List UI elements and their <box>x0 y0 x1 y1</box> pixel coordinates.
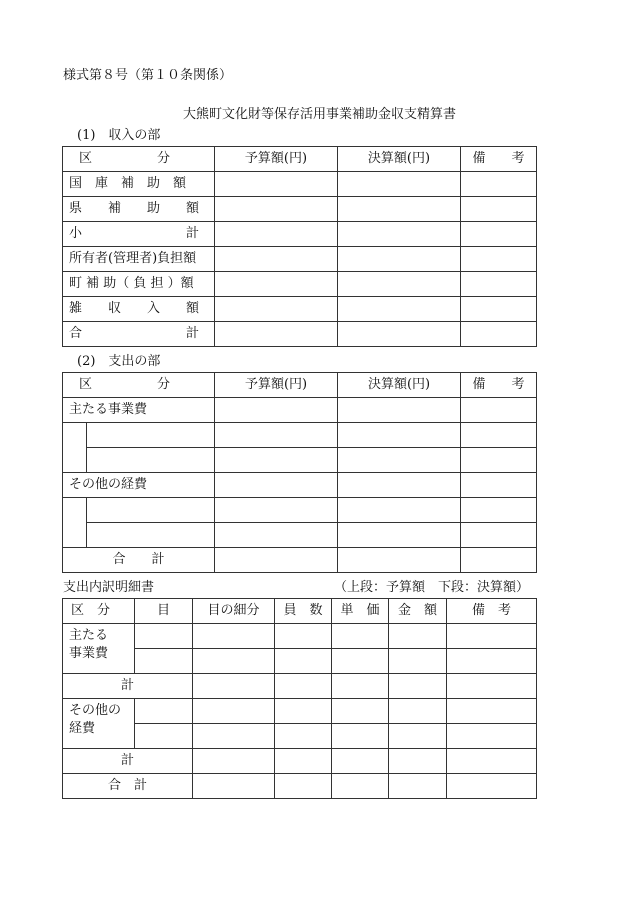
expense-header-remarks: 備 考 <box>461 373 537 398</box>
expense-other-sub-row <box>63 498 537 523</box>
income-row <box>63 197 537 222</box>
expense-main-sub-row <box>63 448 537 473</box>
income-header-settlement: 決算額(円) <box>338 147 461 172</box>
detail-other-label-line2: 経費 <box>69 721 96 736</box>
detail-table <box>62 598 537 799</box>
detail-header-row <box>63 599 537 624</box>
detail-other-row <box>63 699 537 724</box>
income-row <box>63 272 537 297</box>
income-row <box>63 247 537 272</box>
detail-main-label-line1: 主たる <box>69 628 109 643</box>
detail-total-label: 合 計 <box>63 774 193 799</box>
expense-header-settlement: 決算額(円) <box>338 373 461 398</box>
expense-total-row <box>63 548 537 573</box>
income-row-label: 小 計 <box>63 222 215 247</box>
page-title: 大熊町文化財等保存活用事業補助金収支精算書 <box>183 107 457 122</box>
income-row <box>63 172 537 197</box>
expense-main-sub-row <box>63 423 537 448</box>
detail-header-subitem: 目の細分 <box>193 599 275 624</box>
expense-other-label: その他の経費 <box>63 473 215 498</box>
expense-heading: (2) 支出の部 <box>77 354 161 369</box>
expense-main-label: 主たる事業費 <box>63 398 215 423</box>
detail-main-row <box>63 649 537 674</box>
income-row-label: 町 補 助（ 負 担 ）額 <box>63 272 215 297</box>
detail-header-category: 区 分 <box>71 603 111 618</box>
income-row-label: 所有者(管理者)負担額 <box>63 247 215 272</box>
income-header-budget: 予算額(円) <box>215 147 338 172</box>
income-table <box>62 146 537 347</box>
detail-header-staff: 員 数 <box>275 599 332 624</box>
detail-header-unit-price: 単 価 <box>332 599 389 624</box>
detail-heading: 支出内訳明細書 <box>63 580 155 595</box>
expense-header-category: 区 分 <box>79 377 171 392</box>
expense-header-budget: 予算額(円) <box>215 373 338 398</box>
detail-header-amount: 金 額 <box>389 599 447 624</box>
income-row-label: 国 庫 補 助 額 <box>63 172 215 197</box>
detail-main-label <box>63 624 135 674</box>
income-row-label: 県 補 助 額 <box>63 197 215 222</box>
expense-other-sub-row <box>63 523 537 548</box>
detail-other-label <box>63 699 135 749</box>
detail-main-row <box>63 624 537 649</box>
expense-main-row <box>63 398 537 423</box>
income-row-label: 合 計 <box>63 322 215 347</box>
income-header-row <box>63 147 537 172</box>
expense-table <box>62 372 537 573</box>
income-row-label: 雑 収 入 額 <box>63 297 215 322</box>
detail-header-item: 目 <box>135 599 193 624</box>
detail-other-label-line1: その他の <box>69 703 122 718</box>
detail-total-row <box>63 774 537 799</box>
income-header-remarks: 備 考 <box>461 147 537 172</box>
detail-other-row <box>63 724 537 749</box>
expense-header-row <box>63 373 537 398</box>
income-row <box>63 322 537 347</box>
detail-other-subtotal-row <box>63 749 537 774</box>
income-row <box>63 297 537 322</box>
income-header-category: 区 分 <box>79 151 171 166</box>
expense-other-row <box>63 473 537 498</box>
detail-main-label-line2: 事業費 <box>69 646 109 661</box>
detail-header-remarks: 備 考 <box>447 599 537 624</box>
form-number: 様式第８号（第１０条関係） <box>63 68 233 83</box>
detail-main-subtotal-row <box>63 674 537 699</box>
detail-note: （上段：予算額 下段：決算額） <box>334 580 530 595</box>
income-heading: (1) 収入の部 <box>77 128 161 143</box>
detail-other-subtotal-label: 計 <box>63 749 193 774</box>
expense-total-label: 合 計 <box>63 548 215 573</box>
detail-main-subtotal-label: 計 <box>63 674 193 699</box>
income-row <box>63 222 537 247</box>
